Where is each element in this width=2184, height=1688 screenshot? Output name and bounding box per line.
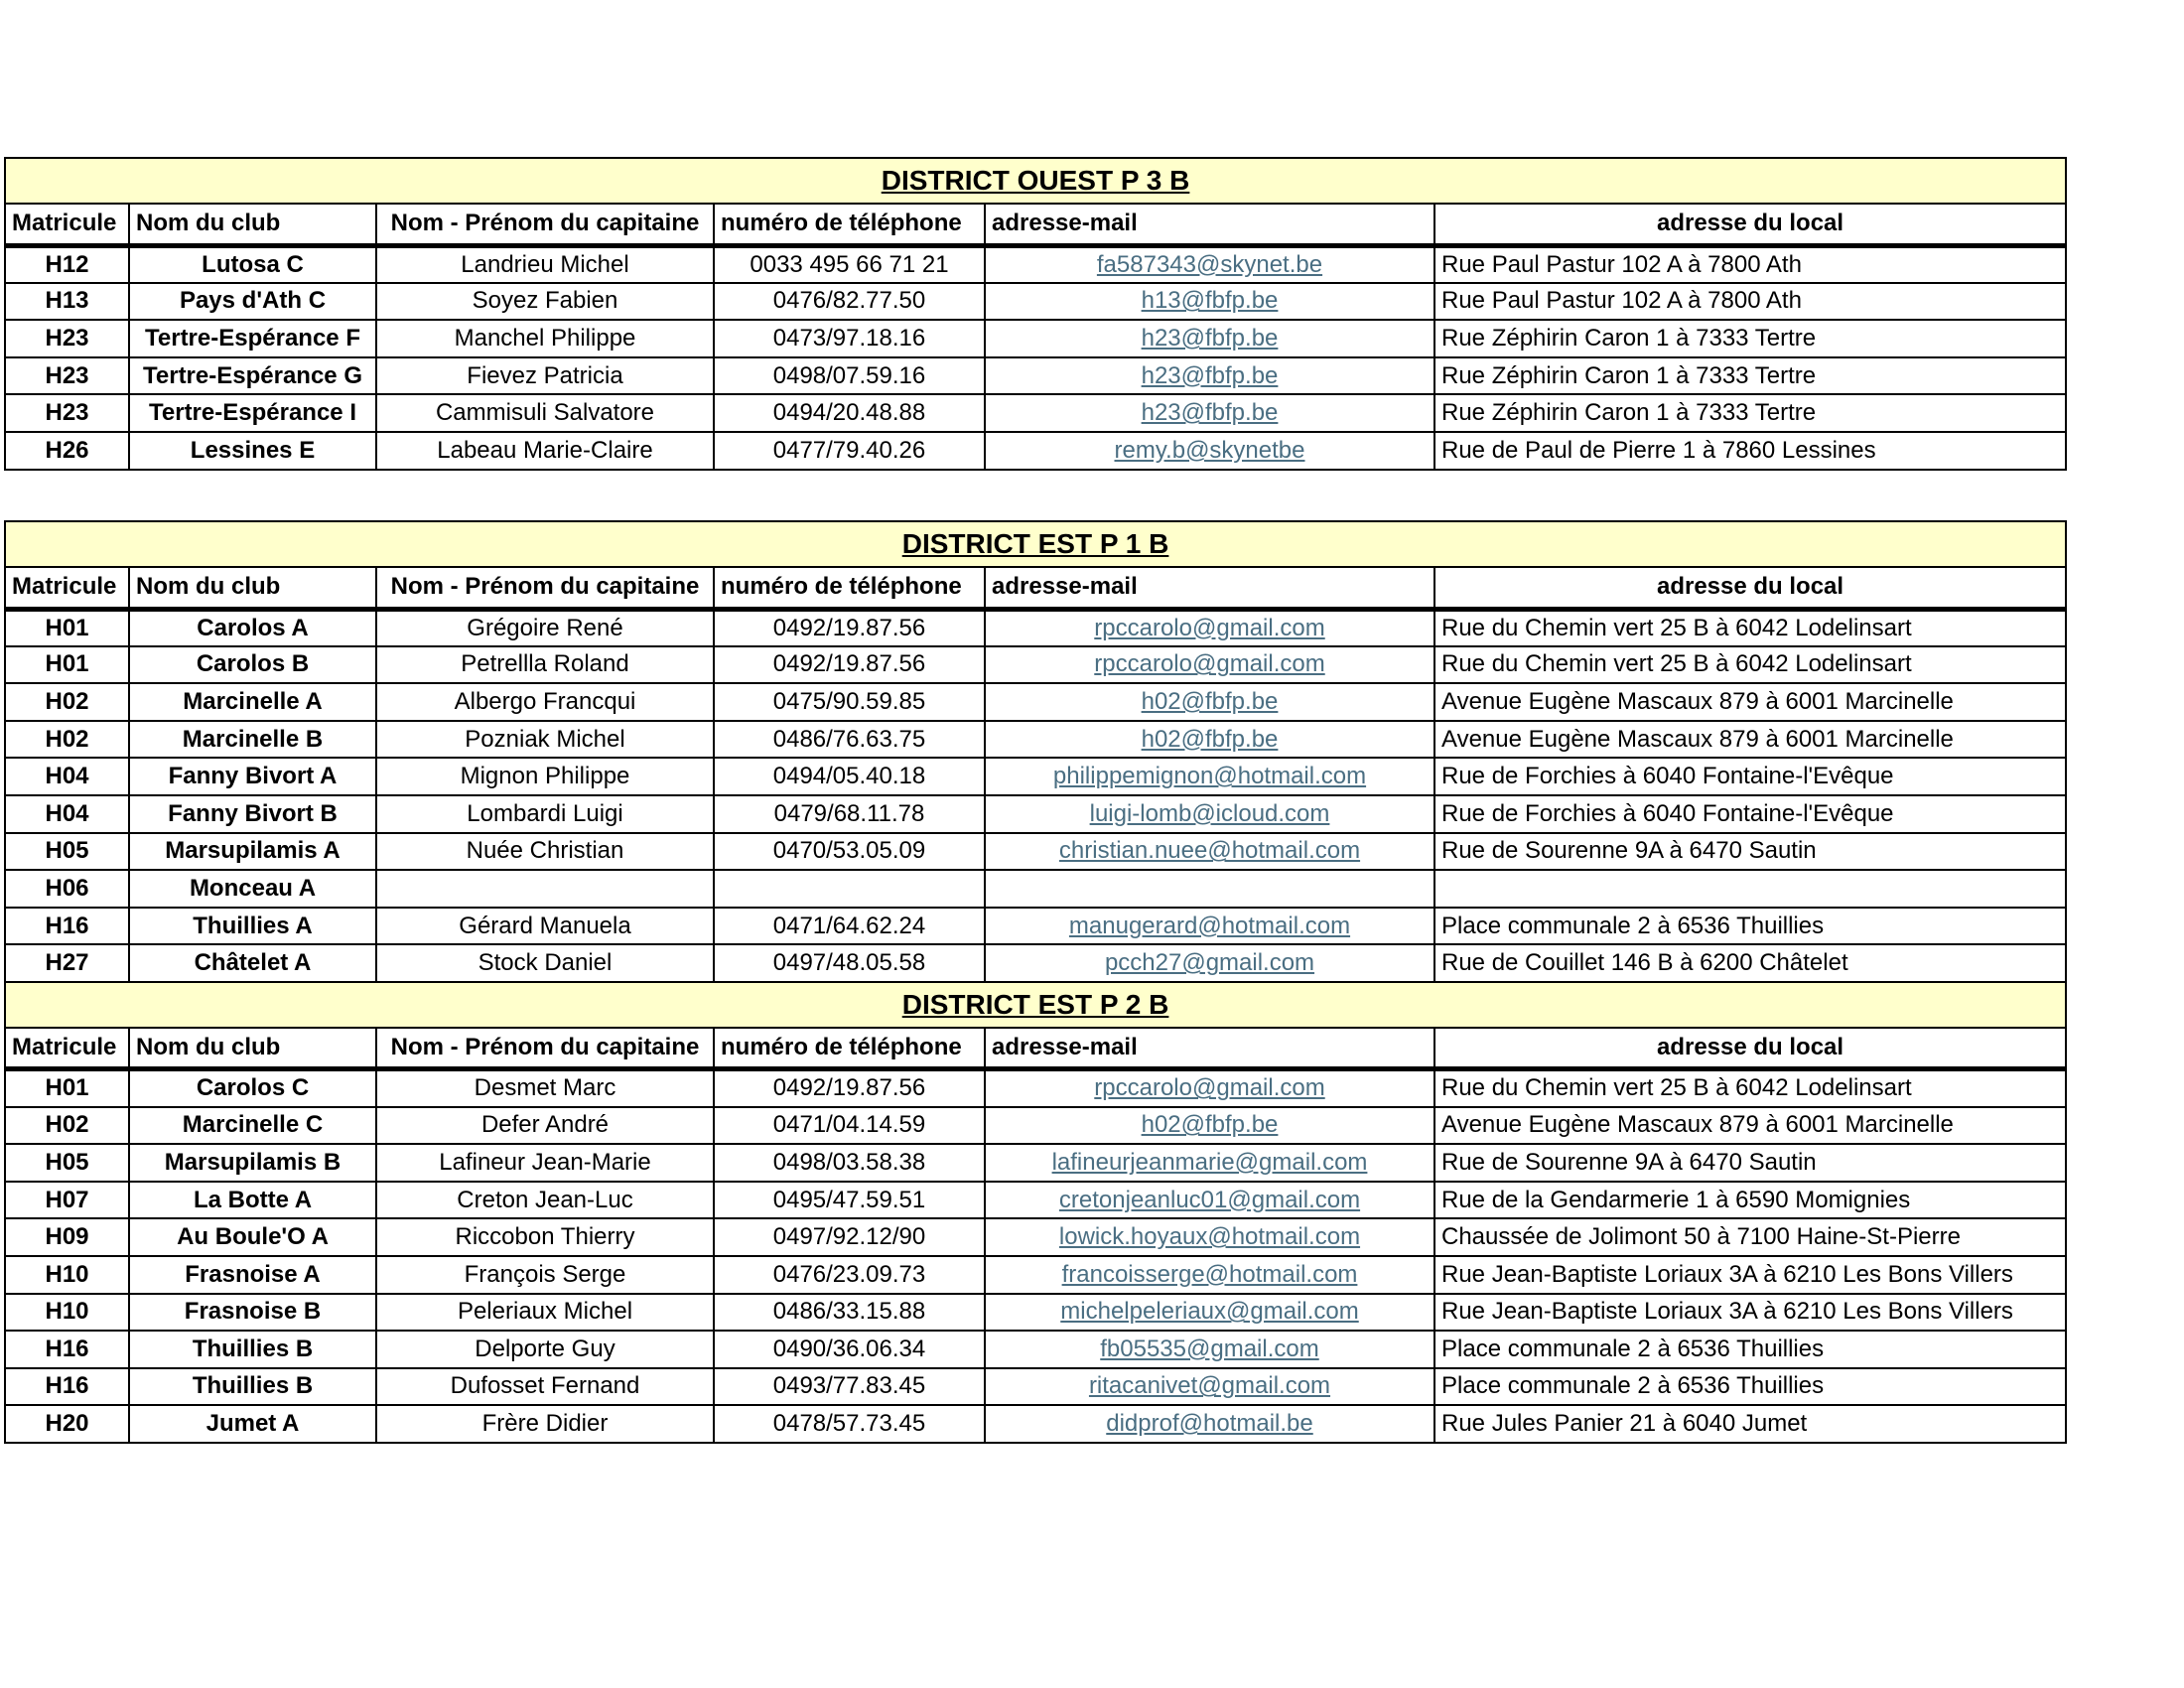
matricule-cell: H12 bbox=[5, 245, 129, 283]
captain-cell: Mignon Philippe bbox=[376, 758, 714, 795]
phone-cell: 0473/97.18.16 bbox=[714, 320, 985, 357]
captain-cell bbox=[376, 870, 714, 908]
captain-cell: Lombardi Luigi bbox=[376, 795, 714, 833]
captain-cell: Fievez Patricia bbox=[376, 357, 714, 395]
club-name-cell: Tertre-Espérance I bbox=[129, 394, 376, 432]
table-row bbox=[5, 1294, 2066, 1332]
address-cell: Rue Zéphirin Caron 1 à 7333 Tertre bbox=[1434, 320, 2066, 357]
club-name-cell: Fanny Bivort A bbox=[129, 758, 376, 795]
email-link[interactable]: lowick.hoyaux@hotmail.com bbox=[985, 1218, 1434, 1256]
section-title-row bbox=[5, 521, 2066, 567]
email-link[interactable]: fa587343@skynet.be bbox=[985, 245, 1434, 283]
table-row bbox=[5, 1069, 2066, 1107]
email-link[interactable]: lafineurjeanmarie@gmail.com bbox=[985, 1144, 1434, 1182]
column-header-row bbox=[5, 204, 2066, 245]
table-row bbox=[5, 1182, 2066, 1219]
club-name-cell: Carolos C bbox=[129, 1069, 376, 1107]
column-header-address: adresse du local bbox=[1434, 204, 2066, 245]
phone-cell: 0486/33.15.88 bbox=[714, 1294, 985, 1332]
column-header-row bbox=[5, 567, 2066, 609]
address-cell: Rue Jean-Baptiste Loriaux 3A à 6210 Les Bons Villers bbox=[1434, 1294, 2066, 1332]
address-cell: Place communale 2 à 6536 Thuillies bbox=[1434, 1331, 2066, 1368]
table-row bbox=[5, 320, 2066, 357]
email-link[interactable]: h02@fbfp.be bbox=[985, 721, 1434, 759]
phone-cell: 0471/64.62.24 bbox=[714, 908, 985, 945]
address-cell: Rue du Chemin vert 25 B à 6042 Lodelinsart bbox=[1434, 1069, 2066, 1107]
captain-cell: Labeau Marie-Claire bbox=[376, 432, 714, 470]
matricule-cell: H20 bbox=[5, 1405, 129, 1443]
phone-cell bbox=[714, 870, 985, 908]
table-row bbox=[5, 646, 2066, 684]
captain-cell: Desmet Marc bbox=[376, 1069, 714, 1107]
column-header-email: adresse-mail bbox=[985, 567, 1434, 609]
email-link[interactable]: h23@fbfp.be bbox=[985, 320, 1434, 357]
email-link[interactable]: christian.nuee@hotmail.com bbox=[985, 833, 1434, 871]
address-cell: Rue de Sourenne 9A à 6470 Sautin bbox=[1434, 1144, 2066, 1182]
phone-cell: 0494/05.40.18 bbox=[714, 758, 985, 795]
section-body bbox=[5, 158, 2066, 470]
table-row bbox=[5, 795, 2066, 833]
phone-cell: 0479/68.11.78 bbox=[714, 795, 985, 833]
phone-cell: 0493/77.83.45 bbox=[714, 1368, 985, 1406]
address-cell: Chaussée de Jolimont 50 à 7100 Haine-St-Pierre bbox=[1434, 1218, 2066, 1256]
email-link[interactable]: rpccarolo@gmail.com bbox=[985, 1069, 1434, 1107]
address-cell: Avenue Eugène Mascaux 879 à 6001 Marcinelle bbox=[1434, 683, 2066, 721]
email-link[interactable]: michelpeleriaux@gmail.com bbox=[985, 1294, 1434, 1332]
captain-cell: Petrellla Roland bbox=[376, 646, 714, 684]
address-cell: Rue de Paul de Pierre 1 à 7860 Lessines bbox=[1434, 432, 2066, 470]
email-link[interactable]: remy.b@skynetbe bbox=[985, 432, 1434, 470]
phone-cell: 0471/04.14.59 bbox=[714, 1107, 985, 1145]
address-cell: Rue du Chemin vert 25 B à 6042 Lodelinsart bbox=[1434, 646, 2066, 684]
phone-cell: 0470/53.05.09 bbox=[714, 833, 985, 871]
phone-cell: 0497/48.05.58 bbox=[714, 944, 985, 982]
phone-cell: 0495/47.59.51 bbox=[714, 1182, 985, 1219]
section-body bbox=[5, 521, 2066, 982]
matricule-cell: H01 bbox=[5, 646, 129, 684]
address-cell: Rue Jean-Baptiste Loriaux 3A à 6210 Les Bons Villers bbox=[1434, 1256, 2066, 1294]
email-link[interactable]: h13@fbfp.be bbox=[985, 283, 1434, 321]
phone-cell: 0478/57.73.45 bbox=[714, 1405, 985, 1443]
captain-cell: Defer André bbox=[376, 1107, 714, 1145]
phone-cell: 0492/19.87.56 bbox=[714, 609, 985, 646]
table-row bbox=[5, 609, 2066, 646]
column-header-email: adresse-mail bbox=[985, 1028, 1434, 1069]
table-row bbox=[5, 683, 2066, 721]
table-row bbox=[5, 394, 2066, 432]
address-cell: Rue de Couillet 146 B à 6200 Châtelet bbox=[1434, 944, 2066, 982]
club-name-cell: Jumet A bbox=[129, 1405, 376, 1443]
club-name-cell: Frasnoise A bbox=[129, 1256, 376, 1294]
matricule-cell: H04 bbox=[5, 758, 129, 795]
address-cell bbox=[1434, 870, 2066, 908]
matricule-cell: H02 bbox=[5, 1107, 129, 1145]
table-row bbox=[5, 1256, 2066, 1294]
club-name-cell: Pays d'Ath C bbox=[129, 283, 376, 321]
column-header-row bbox=[5, 1028, 2066, 1069]
captain-cell: Pozniak Michel bbox=[376, 721, 714, 759]
address-cell: Avenue Eugène Mascaux 879 à 6001 Marcinelle bbox=[1434, 1107, 2066, 1145]
table-row bbox=[5, 357, 2066, 395]
matricule-cell: H10 bbox=[5, 1256, 129, 1294]
email-link[interactable]: didprof@hotmail.be bbox=[985, 1405, 1434, 1443]
column-header-phone: numéro de téléphone bbox=[714, 1028, 985, 1069]
table-row bbox=[5, 758, 2066, 795]
address-cell: Rue Paul Pastur 102 A à 7800 Ath bbox=[1434, 283, 2066, 321]
captain-cell: Grégoire René bbox=[376, 609, 714, 646]
column-header-email: adresse-mail bbox=[985, 204, 1434, 245]
district-table-est bbox=[4, 520, 2067, 1444]
section-title: DISTRICT OUEST P 3 B bbox=[5, 158, 2066, 204]
club-name-cell: Thuillies A bbox=[129, 908, 376, 945]
table-row bbox=[5, 944, 2066, 982]
email-link[interactable]: cretonjeanluc01@gmail.com bbox=[985, 1182, 1434, 1219]
matricule-cell: H23 bbox=[5, 320, 129, 357]
table-row bbox=[5, 1107, 2066, 1145]
column-header-captain: Nom - Prénom du capitaine bbox=[376, 567, 714, 609]
captain-cell: Gérard Manuela bbox=[376, 908, 714, 945]
email-link[interactable]: rpccarolo@gmail.com bbox=[985, 646, 1434, 684]
club-name-cell: Lessines E bbox=[129, 432, 376, 470]
phone-cell: 0498/07.59.16 bbox=[714, 357, 985, 395]
email-link[interactable]: francoisserge@hotmail.com bbox=[985, 1256, 1434, 1294]
address-cell: Rue de la Gendarmerie 1 à 6590 Momignies bbox=[1434, 1182, 2066, 1219]
phone-cell: 0498/03.58.38 bbox=[714, 1144, 985, 1182]
column-header-club: Nom du club bbox=[129, 567, 376, 609]
address-cell: Rue de Sourenne 9A à 6470 Sautin bbox=[1434, 833, 2066, 871]
email-link[interactable]: luigi-lomb@icloud.com bbox=[985, 795, 1434, 833]
table-row bbox=[5, 432, 2066, 470]
club-name-cell: Fanny Bivort B bbox=[129, 795, 376, 833]
club-name-cell: Marsupilamis B bbox=[129, 1144, 376, 1182]
matricule-cell: H06 bbox=[5, 870, 129, 908]
club-name-cell: Monceau A bbox=[129, 870, 376, 908]
email-link[interactable]: h02@fbfp.be bbox=[985, 1107, 1434, 1145]
captain-cell: Peleriaux Michel bbox=[376, 1294, 714, 1332]
column-header-matricule: Matricule bbox=[5, 567, 129, 609]
table-row bbox=[5, 1405, 2066, 1443]
matricule-cell: H13 bbox=[5, 283, 129, 321]
address-cell: Rue de Forchies à 6040 Fontaine-l'Evêque bbox=[1434, 795, 2066, 833]
column-header-address: adresse du local bbox=[1434, 567, 2066, 609]
matricule-cell: H09 bbox=[5, 1218, 129, 1256]
address-cell: Rue Zéphirin Caron 1 à 7333 Tertre bbox=[1434, 394, 2066, 432]
table-row bbox=[5, 870, 2066, 908]
address-cell: Rue Paul Pastur 102 A à 7800 Ath bbox=[1434, 245, 2066, 283]
matricule-cell: H05 bbox=[5, 1144, 129, 1182]
address-cell: Rue du Chemin vert 25 B à 6042 Lodelinsart bbox=[1434, 609, 2066, 646]
phone-cell: 0475/90.59.85 bbox=[714, 683, 985, 721]
email-link[interactable]: manugerard@hotmail.com bbox=[985, 908, 1434, 945]
phone-cell: 0490/36.06.34 bbox=[714, 1331, 985, 1368]
club-name-cell: Marsupilamis A bbox=[129, 833, 376, 871]
phone-cell: 0492/19.87.56 bbox=[714, 646, 985, 684]
captain-cell: Manchel Philippe bbox=[376, 320, 714, 357]
matricule-cell: H16 bbox=[5, 1331, 129, 1368]
matricule-cell: H10 bbox=[5, 1294, 129, 1332]
address-cell: Avenue Eugène Mascaux 879 à 6001 Marcinelle bbox=[1434, 721, 2066, 759]
column-header-address: adresse du local bbox=[1434, 1028, 2066, 1069]
column-header-matricule: Matricule bbox=[5, 1028, 129, 1069]
matricule-cell: H23 bbox=[5, 357, 129, 395]
captain-cell: Nuée Christian bbox=[376, 833, 714, 871]
phone-cell: 0486/76.63.75 bbox=[714, 721, 985, 759]
captain-cell: Riccobon Thierry bbox=[376, 1218, 714, 1256]
captain-cell: Dufosset Fernand bbox=[376, 1368, 714, 1406]
table-row bbox=[5, 908, 2066, 945]
phone-cell: 0476/82.77.50 bbox=[714, 283, 985, 321]
matricule-cell: H27 bbox=[5, 944, 129, 982]
section-body bbox=[5, 982, 2066, 1443]
table-row bbox=[5, 833, 2066, 871]
captain-cell: Soyez Fabien bbox=[376, 283, 714, 321]
club-name-cell: Thuillies B bbox=[129, 1368, 376, 1406]
matricule-cell: H04 bbox=[5, 795, 129, 833]
club-name-cell: Marcinelle B bbox=[129, 721, 376, 759]
table-row bbox=[5, 1331, 2066, 1368]
address-cell: Rue Jules Panier 21 à 6040 Jumet bbox=[1434, 1405, 2066, 1443]
section-title-row bbox=[5, 158, 2066, 204]
captain-cell: François Serge bbox=[376, 1256, 714, 1294]
matricule-cell: H01 bbox=[5, 1069, 129, 1107]
email-link bbox=[985, 870, 1434, 908]
club-name-cell: Carolos B bbox=[129, 646, 376, 684]
section-title: DISTRICT EST P 1 B bbox=[5, 521, 2066, 567]
matricule-cell: H26 bbox=[5, 432, 129, 470]
email-link[interactable]: philippemignon@hotmail.com bbox=[985, 758, 1434, 795]
matricule-cell: H05 bbox=[5, 833, 129, 871]
matricule-cell: H02 bbox=[5, 721, 129, 759]
address-cell: Rue Zéphirin Caron 1 à 7333 Tertre bbox=[1434, 357, 2066, 395]
phone-cell: 0477/79.40.26 bbox=[714, 432, 985, 470]
captain-cell: Stock Daniel bbox=[376, 944, 714, 982]
table-row bbox=[5, 245, 2066, 283]
table-row bbox=[5, 1218, 2066, 1256]
email-link[interactable]: rpccarolo@gmail.com bbox=[985, 609, 1434, 646]
captain-cell: Landrieu Michel bbox=[376, 245, 714, 283]
email-link[interactable]: h02@fbfp.be bbox=[985, 683, 1434, 721]
club-name-cell: Tertre-Espérance G bbox=[129, 357, 376, 395]
column-header-club: Nom du club bbox=[129, 204, 376, 245]
column-header-captain: Nom - Prénom du capitaine bbox=[376, 204, 714, 245]
address-cell: Place communale 2 à 6536 Thuillies bbox=[1434, 908, 2066, 945]
phone-cell: 0033 495 66 71 21 bbox=[714, 245, 985, 283]
club-name-cell: Carolos A bbox=[129, 609, 376, 646]
address-cell: Rue de Forchies à 6040 Fontaine-l'Evêque bbox=[1434, 758, 2066, 795]
club-name-cell: Frasnoise B bbox=[129, 1294, 376, 1332]
address-cell: Place communale 2 à 6536 Thuillies bbox=[1434, 1368, 2066, 1406]
phone-cell: 0494/20.48.88 bbox=[714, 394, 985, 432]
club-name-cell: Marcinelle A bbox=[129, 683, 376, 721]
club-name-cell: Châtelet A bbox=[129, 944, 376, 982]
club-name-cell: Au Boule'O A bbox=[129, 1218, 376, 1256]
email-link[interactable]: fb05535@gmail.com bbox=[985, 1331, 1434, 1368]
matricule-cell: H01 bbox=[5, 609, 129, 646]
phone-cell: 0497/92.12/90 bbox=[714, 1218, 985, 1256]
captain-cell: Creton Jean-Luc bbox=[376, 1182, 714, 1219]
captain-cell: Cammisuli Salvatore bbox=[376, 394, 714, 432]
table-row bbox=[5, 721, 2066, 759]
matricule-cell: H07 bbox=[5, 1182, 129, 1219]
club-name-cell: Lutosa C bbox=[129, 245, 376, 283]
club-name-cell: Tertre-Espérance F bbox=[129, 320, 376, 357]
column-header-phone: numéro de téléphone bbox=[714, 567, 985, 609]
captain-cell: Lafineur Jean-Marie bbox=[376, 1144, 714, 1182]
phone-cell: 0492/19.87.56 bbox=[714, 1069, 985, 1107]
email-link[interactable]: ritacanivet@gmail.com bbox=[985, 1368, 1434, 1406]
column-header-captain: Nom - Prénom du capitaine bbox=[376, 1028, 714, 1069]
column-header-club: Nom du club bbox=[129, 1028, 376, 1069]
captain-cell: Delporte Guy bbox=[376, 1331, 714, 1368]
column-header-phone: numéro de téléphone bbox=[714, 204, 985, 245]
email-link[interactable]: h23@fbfp.be bbox=[985, 394, 1434, 432]
section-title-row bbox=[5, 982, 2066, 1028]
section-title: DISTRICT EST P 2 B bbox=[5, 982, 2066, 1028]
email-link[interactable]: pcch27@gmail.com bbox=[985, 944, 1434, 982]
table-row bbox=[5, 1144, 2066, 1182]
email-link[interactable]: h23@fbfp.be bbox=[985, 357, 1434, 395]
club-name-cell: La Botte A bbox=[129, 1182, 376, 1219]
column-header-matricule: Matricule bbox=[5, 204, 129, 245]
table-row bbox=[5, 283, 2066, 321]
matricule-cell: H23 bbox=[5, 394, 129, 432]
matricule-cell: H02 bbox=[5, 683, 129, 721]
captain-cell: Albergo Francqui bbox=[376, 683, 714, 721]
club-name-cell: Marcinelle C bbox=[129, 1107, 376, 1145]
district-table-ouest bbox=[4, 157, 2067, 471]
phone-cell: 0476/23.09.73 bbox=[714, 1256, 985, 1294]
club-name-cell: Thuillies B bbox=[129, 1331, 376, 1368]
table-row bbox=[5, 1368, 2066, 1406]
matricule-cell: H16 bbox=[5, 908, 129, 945]
captain-cell: Frère Didier bbox=[376, 1405, 714, 1443]
matricule-cell: H16 bbox=[5, 1368, 129, 1406]
